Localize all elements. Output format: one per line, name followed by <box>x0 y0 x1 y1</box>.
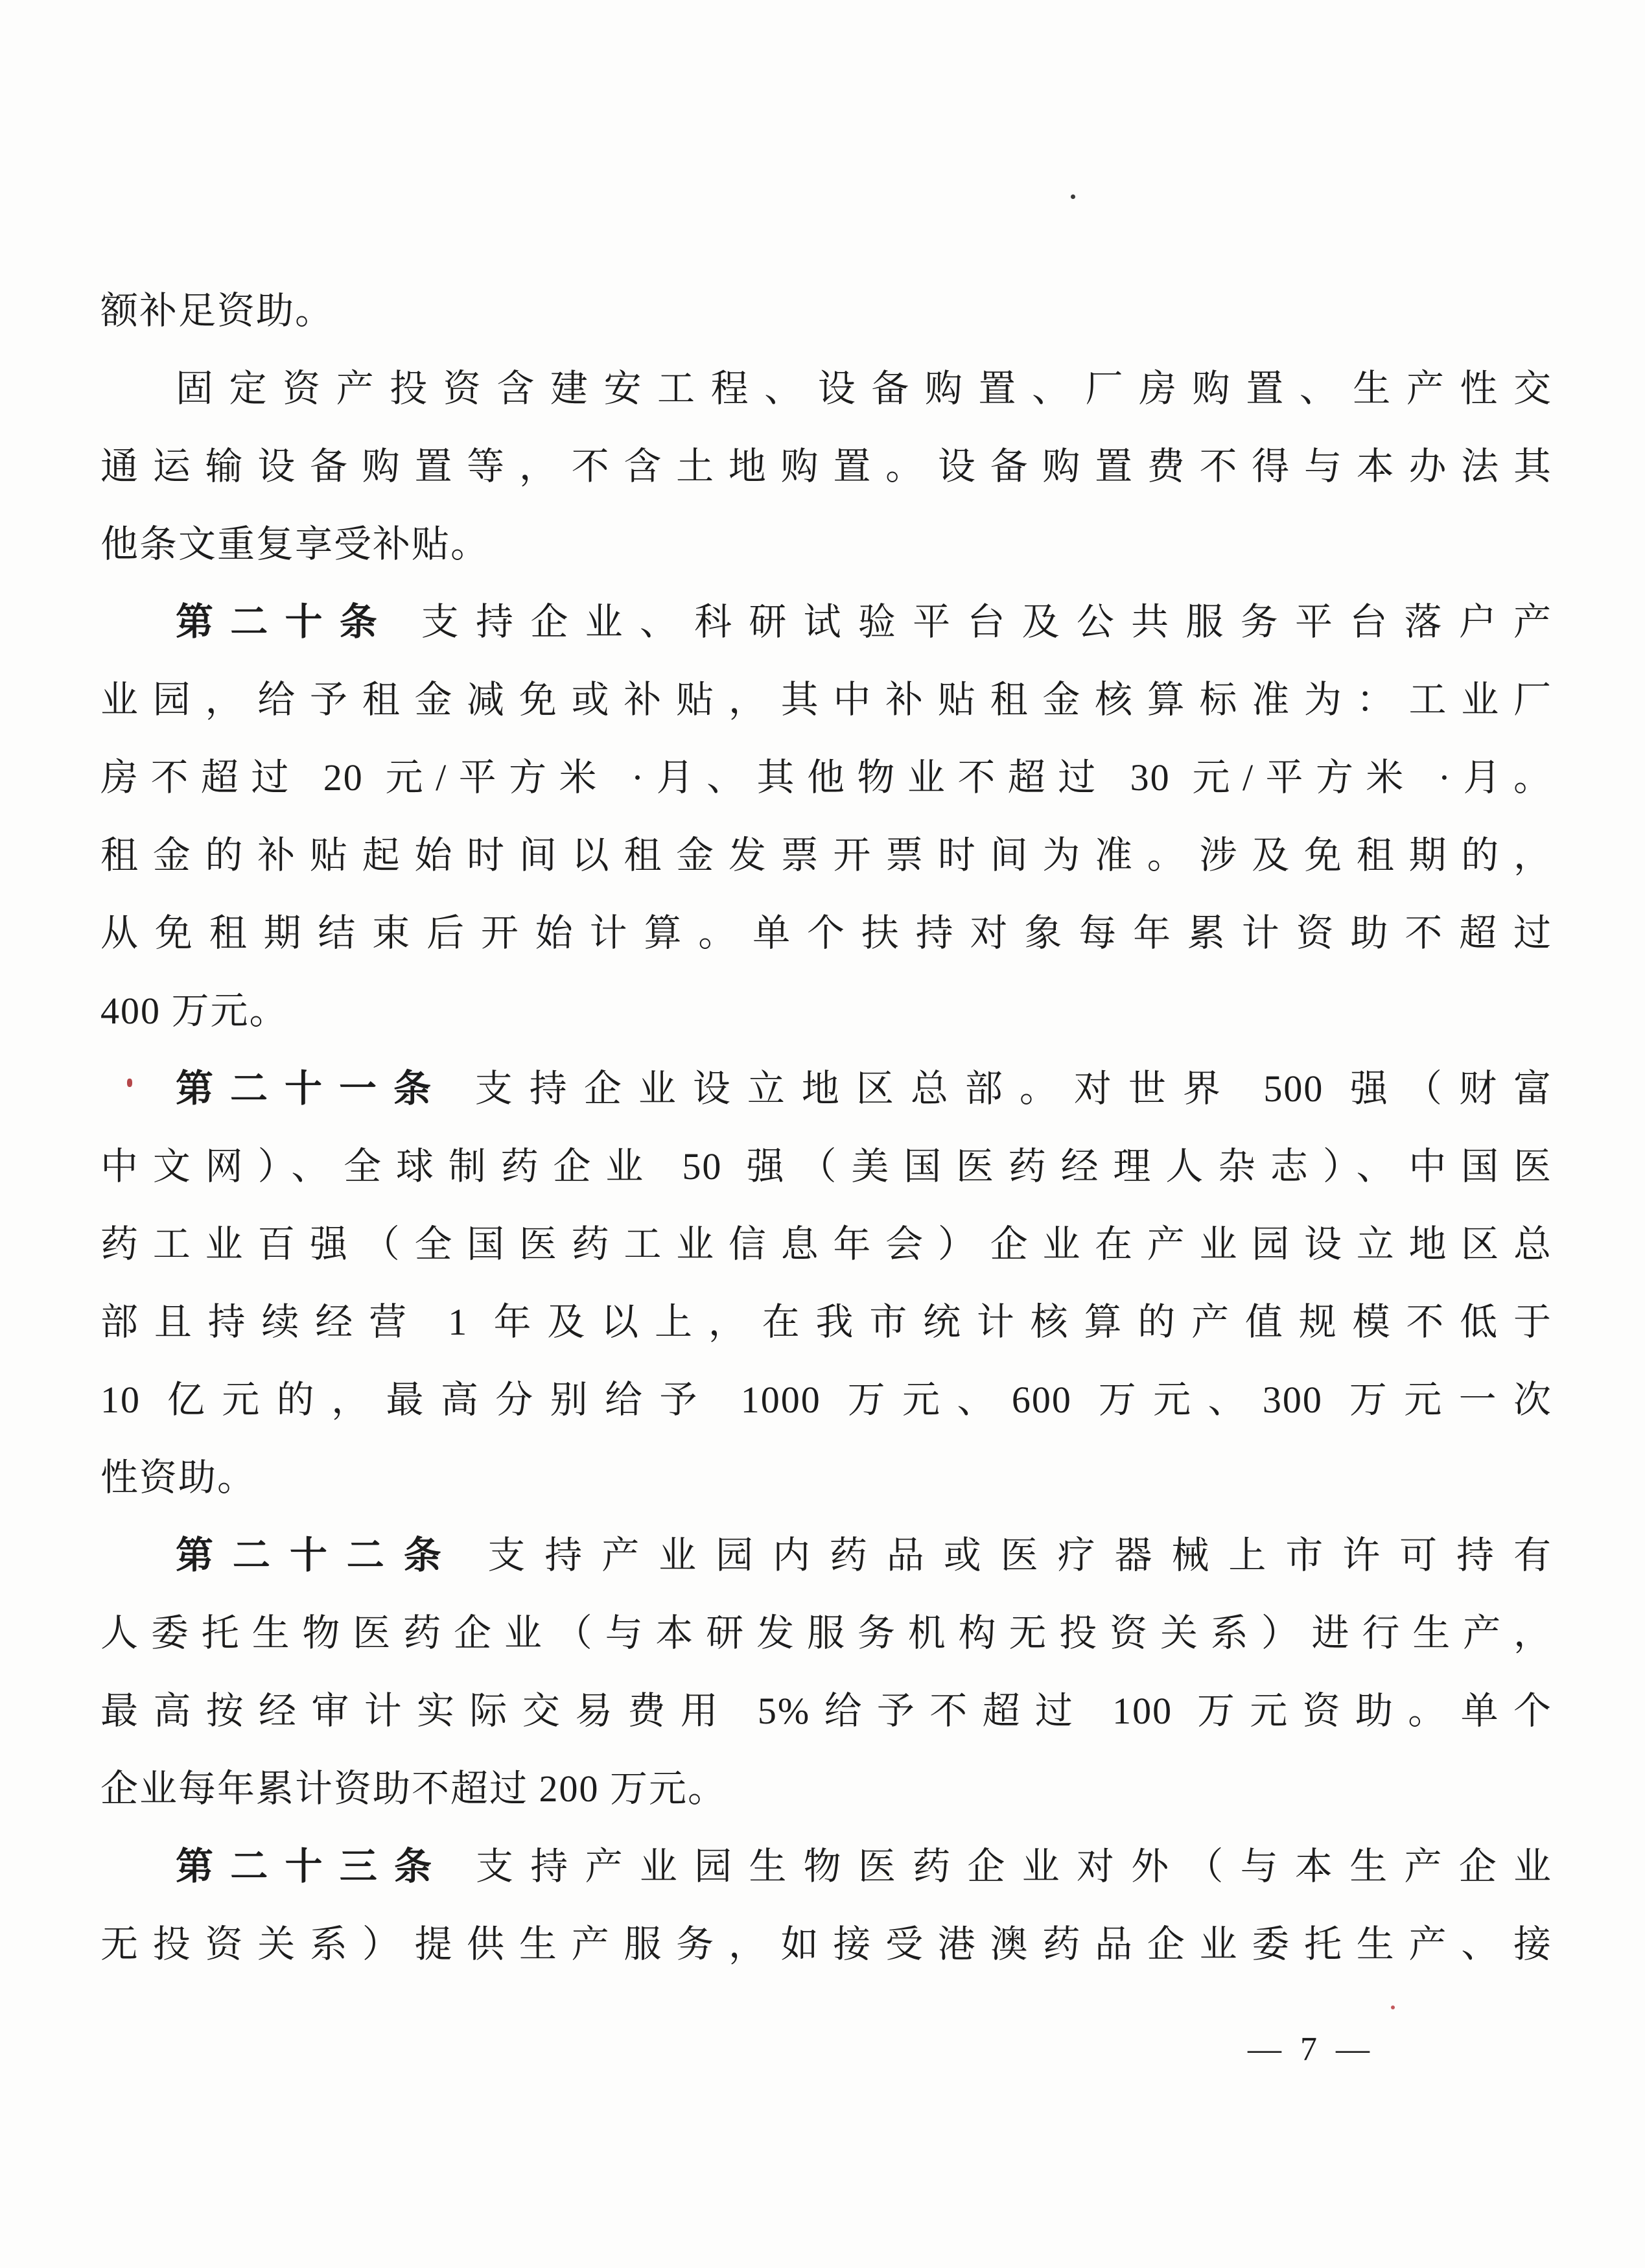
text-line <box>100 583 1552 661</box>
scan-speck <box>127 1079 132 1087</box>
text-segment: 业园，给予租金减免或补贴，其中补贴租金核算标准为：工业厂 <box>100 679 1552 721</box>
text-line <box>100 1828 1552 1906</box>
text-line <box>100 1283 1552 1361</box>
text-line <box>100 739 1552 817</box>
text-segment: 药工业百强（全国医药工业信息年会）企业在产业园设立地区总 <box>100 1223 1552 1265</box>
text-segment: 人委托生物医药企业（与本研发服务机构无投资关系）进行生产， <box>100 1612 1552 1654</box>
text-line <box>100 1517 1552 1595</box>
text-segment: 最高按经审计实际交易费用 5%给予不超过 100 万元资助。单个 <box>100 1690 1552 1732</box>
scan-speck <box>1391 2005 1395 2009</box>
article-number-label: 第二十条 <box>176 601 395 643</box>
text-segment: 支持企业设立地区总部。对世界 500 强（财富 <box>474 1068 1552 1110</box>
text-line <box>100 350 1552 428</box>
text-line <box>100 1672 1552 1750</box>
text-line <box>100 661 1552 739</box>
article-number-label: 第二十二条 <box>176 1534 461 1576</box>
text-line <box>100 1361 1552 1439</box>
text-segment: 支持产业园生物医药企业对外（与本生产企业 <box>476 1845 1552 1888</box>
text-line <box>100 506 1552 583</box>
text-segment: 房不超过 20 元/平方米 ·月、其他物业不超过 30 元/平方米 ·月。 <box>100 756 1552 799</box>
text-segment: 性资助。 <box>100 1456 257 1499</box>
text-segment: 无投资关系）提供生产服务，如接受港澳药品企业委托生产、接 <box>100 1923 1552 1965</box>
text-line <box>100 1906 1552 1983</box>
text-segment: 固定资产投资含建安工程、设备购置、厂房购置、生产性交 <box>176 368 1552 410</box>
text-line <box>100 894 1552 972</box>
page-number: — 7 — <box>1248 2031 1375 2068</box>
scan-speck <box>1071 194 1075 199</box>
text-line <box>100 972 1552 1050</box>
text-segment: 他条文重复享受补贴。 <box>100 523 490 565</box>
text-line <box>100 1439 1552 1517</box>
text-line <box>100 1595 1552 1672</box>
text-line <box>100 1750 1552 1828</box>
text-segment: 租金的补贴起始时间以租金发票开票时间为准。涉及免租期的， <box>100 834 1552 876</box>
text-segment: 企业每年累计资助不超过 200 万元。 <box>100 1768 727 1810</box>
article-number-label: 第二十三条 <box>176 1845 449 1888</box>
text-segment: 部且持续经营 1 年及以上，在我市统计核算的产值规模不低于 <box>100 1301 1552 1343</box>
text-line <box>100 817 1552 894</box>
text-line <box>100 1206 1552 1283</box>
text-segment: 400 万元。 <box>100 990 288 1032</box>
text-segment: 10 亿元的，最高分别给予 1000 万元、600 万元、300 万元一次 <box>100 1379 1552 1421</box>
text-segment: 通运输设备购置等，不含土地购置。设备购置费不得与本办法其 <box>100 445 1552 487</box>
article-number-label: 第二十一条 <box>176 1068 449 1110</box>
text-line <box>100 428 1552 506</box>
text-line <box>100 1128 1552 1206</box>
text-line <box>100 272 1552 350</box>
text-line <box>100 1050 1552 1128</box>
text-segment: 从免租期结束后开始计算。单个扶持对象每年累计资助不超过 <box>100 912 1552 954</box>
text-segment: 支持产业园内药品或医疗器械上市许可持有 <box>487 1534 1552 1576</box>
text-segment: 额补足资助。 <box>100 290 334 332</box>
text-segment: 中文网）、全球制药企业 50 强（美国医药经理人杂志）、中国医 <box>100 1145 1552 1187</box>
document-body <box>100 272 1552 1983</box>
text-segment: 支持企业、科研试验平台及公共服务平台落户产 <box>421 601 1552 643</box>
